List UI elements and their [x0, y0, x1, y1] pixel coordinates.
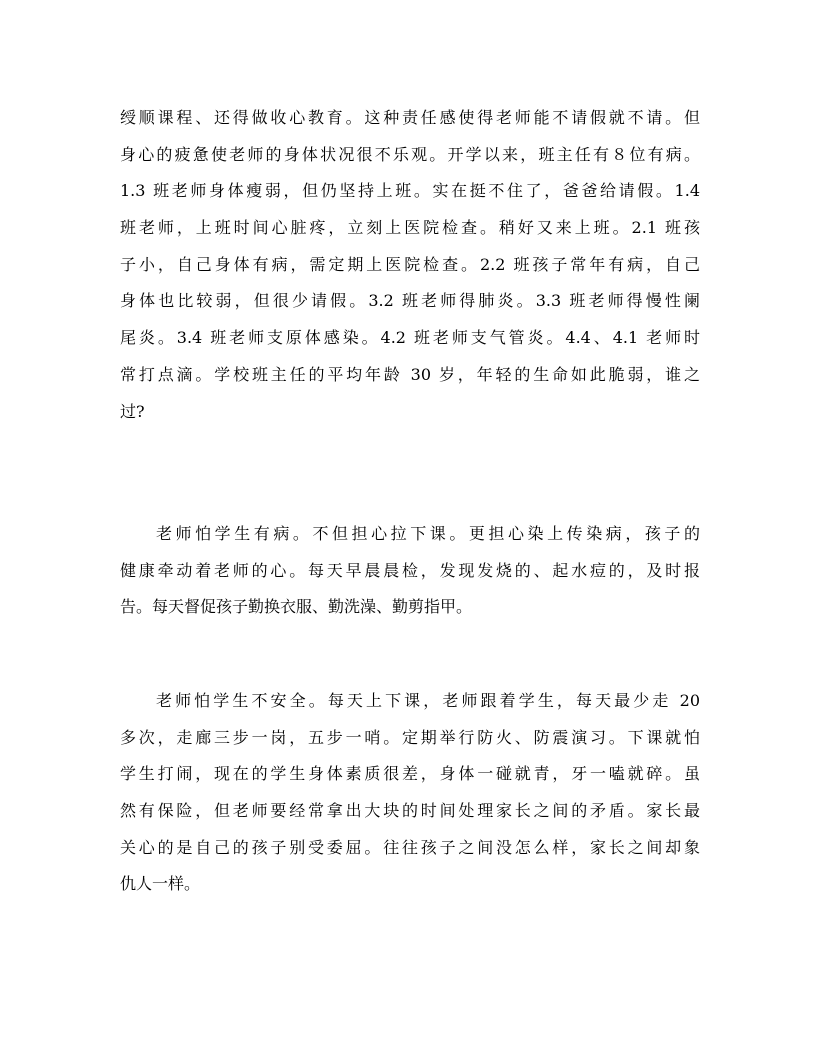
paragraph-student-safety	[120, 683, 700, 903]
text-line: 绶顺课程、还得做收心教育。这种责任感使得老师能不请假就不请。但	[120, 108, 700, 127]
text-line: 仇人一样。	[120, 874, 201, 894]
text-line: 老师怕学生不安全。每天上下课，老师跟着学生，每天最少走 20	[156, 691, 700, 710]
paragraph-student-illness	[120, 516, 700, 626]
text-line: 子小，自己身体有病，需定期上医院检查。2.2 班孩子常年有病，自己	[120, 254, 700, 274]
text-line: 然有保险，但老师要经常拿出大块的时间处理家长之间的矛盾。家长最	[120, 801, 700, 821]
text-line: 多次，走廊三步一岗，五步一哨。定期举行防火、防震演习。下课就怕	[120, 727, 700, 747]
text-line: 关心的是自己的孩子别受委屈。往往孩子之间没怎么样，家长之间却象	[120, 837, 700, 857]
text-line: 学生打闹，现在的学生身体素质很差，身体一碰就青，牙一嗑就碎。虽	[120, 764, 700, 784]
text-line: 尾炎。3.4 班老师支原体感染。4.2 班老师支气管炎。4.4、4.1 老师时	[120, 328, 700, 348]
text-line: 常打点滴。学校班主任的平均年龄 30 岁，年轻的生命如此脆弱，谁之	[120, 364, 700, 384]
text-line: 班老师，上班时间心脏疼，立刻上医院检查。稍好又来上班。2.1 班孩	[120, 218, 700, 238]
text-line: 健康牵动着老师的心。每天早晨晨检，发现发烧的、起水痘的，及时报	[120, 560, 700, 580]
text-line: 1.3 班老师身体瘦弱，但仍坚持上班。实在挺不住了，爸爸给请假。1.4	[120, 181, 700, 201]
text-line: 身心的疲惫使老师的身体状况很不乐观。开学以来，班主任有８位有病。	[120, 144, 700, 164]
text-line: 告。每天督促孩子勤换衣服、勤洗澡、勤剪指甲。	[120, 597, 473, 617]
text-line: 老师怕学生有病。不但担心拉下课。更担心染上传染病，孩子的	[156, 524, 700, 543]
text-line: 身体也比较弱，但很少请假。3.2 班老师得肺炎。3.3 班老师得慢性阑	[120, 291, 700, 311]
paragraph-teacher-health	[120, 100, 700, 430]
text-line: 过?	[120, 401, 145, 421]
